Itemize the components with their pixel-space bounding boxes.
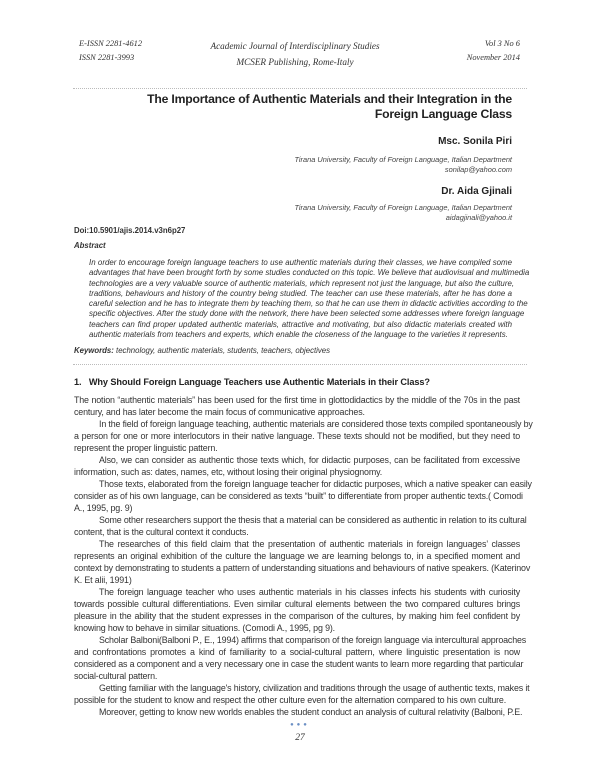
eissn: E-ISSN 2281-4612 xyxy=(79,39,143,48)
paragraph-line: K. Et alii, 1991) xyxy=(74,575,132,585)
author-name: Dr. Aida Gjinali xyxy=(441,186,512,197)
keywords-list: technology, authentic materials, students, teachers, objectives xyxy=(116,346,331,355)
doi[interactable]: Doi:10.5901/ajis.2014.v3n6p27 xyxy=(74,226,186,235)
paragraph-line: represent the proper linguistic pattern. xyxy=(74,443,218,453)
paragraph xyxy=(74,586,520,634)
paragraph-line: pleasure in the ability that the student expresses in the comparison of the cultures, by making him feel confident by xyxy=(74,611,520,621)
paragraph-line: Those texts, elaborated from the foreign language teacher for didactic purposes, which a native speaker can easily xyxy=(99,479,532,489)
paragraph-line: represents an original exhibition of the culture the language we are learning belongs to, in a specified moment and xyxy=(74,551,520,561)
title-line: Foreign Language Class xyxy=(374,107,512,121)
section-heading: 1. Why Should Foreign Language Teachers use Authentic Materials in their Class? xyxy=(74,377,430,387)
paragraph xyxy=(74,682,530,706)
paragraph-line: information, such as: dates, names, etc, without losing their original physiognomy. xyxy=(74,467,383,477)
abstract-line: advantages that have been brought forth by some studies conducted on this topic. We believe that audiovisual and multimedia xyxy=(89,268,530,278)
paragraph-line: A., 1995, pg. 9) xyxy=(74,503,133,513)
author-email[interactable]: sonilap@yahoo.com xyxy=(444,165,512,174)
abstract-line: In order to encourage foreign language teachers to use authentic materials during their classes, we have compiled some xyxy=(89,258,512,267)
page-dots-icon: ●●● xyxy=(290,722,310,728)
paragraph-line: and confrontations promotes a kind of familiarity to a social-cultural pattern, where linguistic presentation is now xyxy=(74,647,520,657)
abstract-line: traditions, behaviours and history of the country being studied. The teacher can use these materials, after he has done a xyxy=(89,288,512,298)
abstract-text xyxy=(89,258,530,340)
affiliation-text: Tirana University, Faculty of Foreign Language, Italian Department xyxy=(294,203,512,212)
paragraph xyxy=(74,418,533,454)
paragraph-line: Getting familiar with the language's history, civilization and traditions through the usage of authentic texts, makes it xyxy=(99,683,530,693)
title-line: The Importance of Authentic Materials and their Integration in the xyxy=(147,92,512,106)
abstract-divider xyxy=(73,364,527,365)
paragraph-line: century, and has later become the main focus of communicative approaches. xyxy=(74,407,365,417)
keywords-label: Keywords: xyxy=(74,346,114,355)
abstract-line: authentic materials from teachers and experts, which enable the closeness of the language to the varieties it represents. xyxy=(89,330,508,340)
issn: ISSN 2281-3993 xyxy=(79,53,135,62)
paragraph-line: The researches of this field claim that the presentation of authentic materials in foreign languages’ classes xyxy=(99,539,520,549)
paragraph xyxy=(74,478,532,514)
journal-name: Academic Journal of Interdisciplinary Studies xyxy=(210,41,380,51)
paragraph xyxy=(74,394,520,418)
paragraph-line: knowing how to behave in similar situations. (Comodi A., 1995, pg 9). xyxy=(74,623,335,633)
author-email[interactable]: aidagjinali@yahoo.it xyxy=(445,213,512,222)
paragraph-line: content, that is the cultural context it conducts. xyxy=(74,527,249,537)
keywords xyxy=(74,346,330,356)
paragraph xyxy=(74,454,520,478)
body-text xyxy=(74,394,533,718)
paper-title xyxy=(147,92,512,122)
paragraph xyxy=(74,514,527,538)
paragraph-line: possible for the student to know and respect the other culture even for the alternation compared to his own culture. xyxy=(74,695,507,705)
publisher: MCSER Publishing, Rome-Italy xyxy=(236,57,354,67)
abstract-line: teachers can find proper updated authentic materials, attractive and motivating, but also didactic materials created with xyxy=(89,319,512,329)
volume: Vol 3 No 6 xyxy=(484,39,520,48)
paragraph-line: considered as a component and a very necessary one in case the student wants to learn more regarding that particular xyxy=(74,659,524,669)
author-affiliation xyxy=(294,203,512,223)
abstract-line: careful selection and he has to integrate them by teaching them, so that he can use them in didactic activities according to the xyxy=(89,299,528,309)
header-divider xyxy=(73,88,527,89)
paragraph xyxy=(74,634,527,682)
abstract-line: specific objectives. After the study done with the network, there have been selected some addresses where foreign language xyxy=(89,309,525,319)
paragraph-line: towards possible cultural differentiations. Even similar cultural elements between the two compared cultures brings xyxy=(74,599,520,609)
paragraph xyxy=(74,706,523,718)
paragraph-line: The notion “authentic materials” has been used for the first time in glottodidactics by the middle of the 70s in the past xyxy=(74,395,520,405)
affiliation-text: Tirana University, Faculty of Foreign Language, Italian Department xyxy=(294,155,512,164)
paragraph-line: The foreign language teacher who uses authentic materials in his classes infects his students with curiosity xyxy=(99,587,520,597)
abstract-label: Abstract xyxy=(74,241,106,250)
author-affiliation xyxy=(294,155,512,175)
paragraph-line: Some other researchers support the thesis that a material can be considered as authentic in relation to its cultural xyxy=(99,515,527,525)
paragraph-line: Moreover, getting to know new worlds enables the student conduct an analysis of cultural relativity (Balboni, P.E. xyxy=(99,707,523,717)
paragraph-line: consider as of his own language, can be considered as texts “built” to differentiate from proper authentic texts.( Comodi xyxy=(74,491,523,501)
paragraph-line: a person for one or more interlocutors in their native language. These texts should not be modified, but they need to xyxy=(74,431,520,441)
paragraph-line: In the field of foreign language teaching, authentic materials are considered those texts compiled spontaneously by xyxy=(99,419,533,429)
paragraph-line: Scholar Balboni(Balboni P., E., 1994) affirms that comparison of the foreign language via intercultural approaches xyxy=(99,635,527,645)
paragraph-line: Also, we can consider as authentic those texts which, for didactic purposes, can be facilitated from excessive xyxy=(99,455,520,465)
abstract-line: technologies are a very valuable source of authentic materials, which represent not just the language, but also the culture, xyxy=(89,278,515,288)
paragraph xyxy=(74,538,531,586)
page-number: 27 xyxy=(295,733,305,743)
paragraph-line: social-cultural pattern. xyxy=(74,671,158,681)
paragraph-line: context by demonstrating to students a pattern of understanding situations and behaviours of native speakers. (Katerinov xyxy=(74,563,531,573)
issue-date: November 2014 xyxy=(466,53,520,62)
author-name: Msc. Sonila Piri xyxy=(438,136,512,147)
